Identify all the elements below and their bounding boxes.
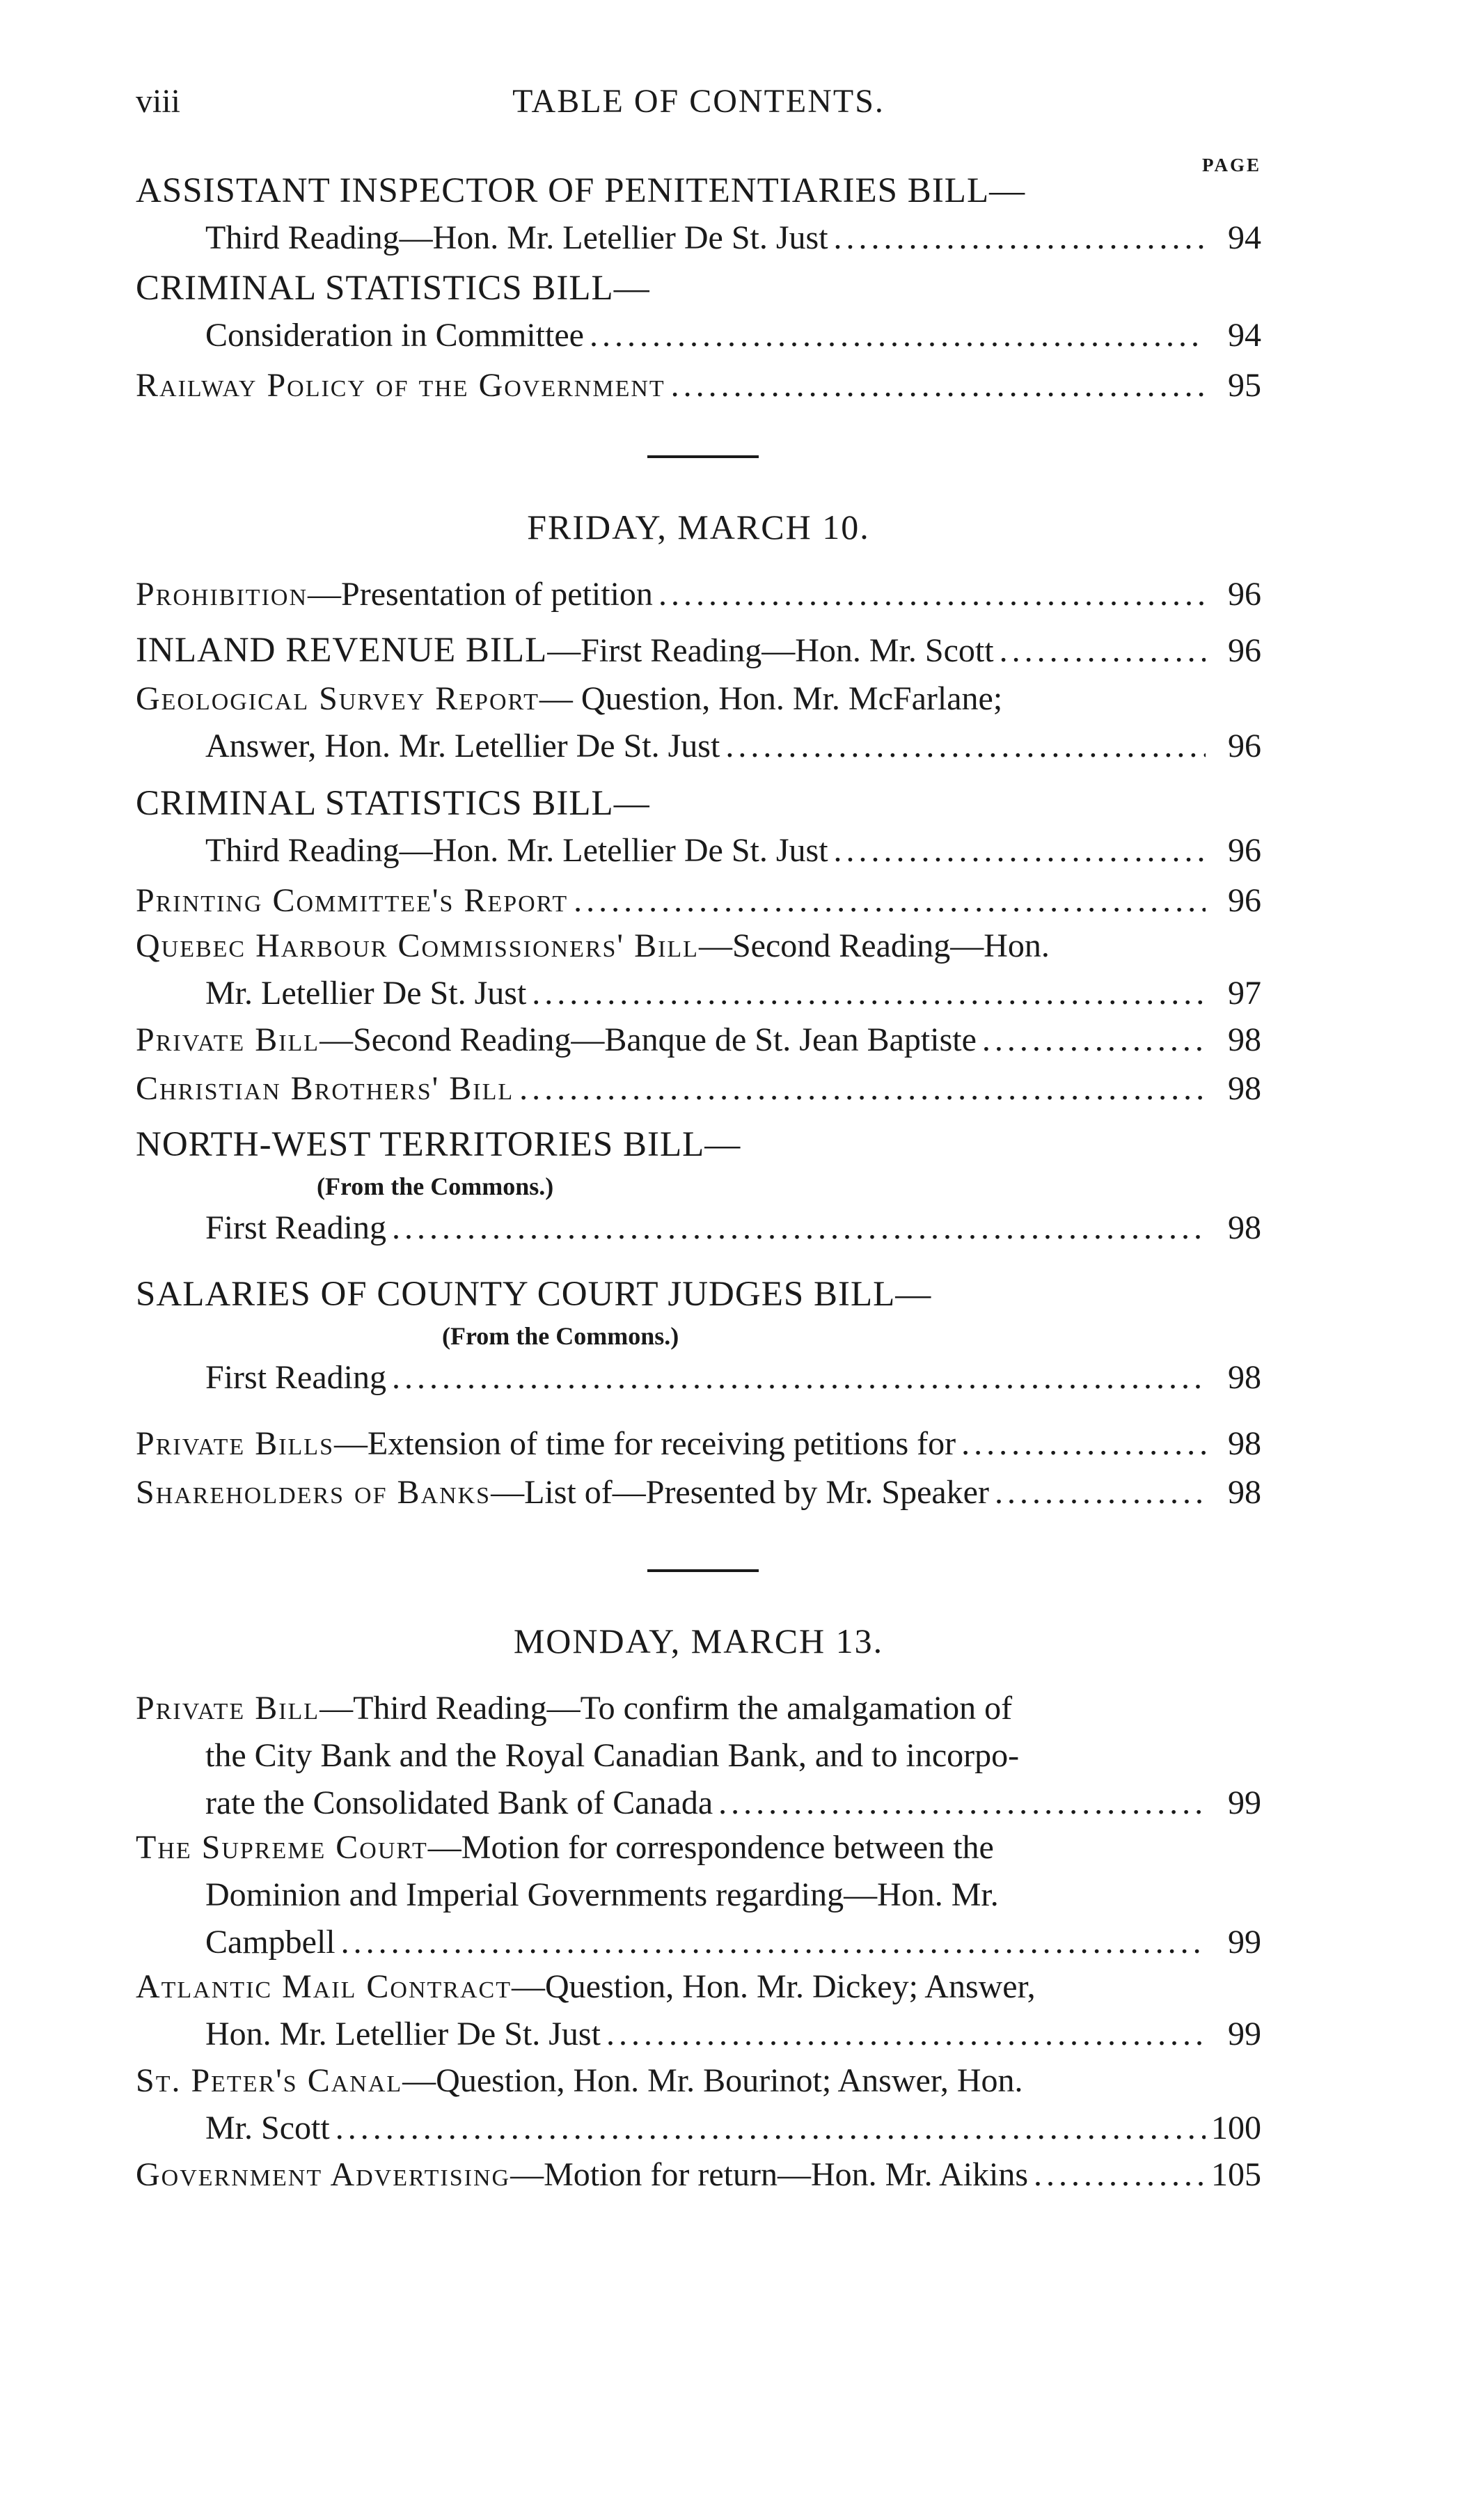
page-number: 105 bbox=[1211, 2156, 1261, 2193]
dot-leader bbox=[1000, 627, 1206, 675]
entry-title: St. Peter's Canal bbox=[136, 2062, 403, 2099]
toc-entry bbox=[136, 2057, 1261, 2152]
toc-entry bbox=[136, 1963, 1261, 2058]
entry-subtitle: First Reading bbox=[205, 1359, 386, 1396]
entry-subtitle: —Motion for correspondence between the bbox=[427, 1829, 994, 1866]
entry-title: Private Bill bbox=[136, 1690, 320, 1727]
dot-leader bbox=[995, 1469, 1206, 1516]
day-heading: FRIDAY, MARCH 10. bbox=[527, 508, 870, 547]
page-number: 95 bbox=[1228, 367, 1261, 404]
entry-subtitle: —Question, Hon. Mr. Dickey; Answer, bbox=[511, 1968, 1036, 2005]
page-number: 98 bbox=[1228, 1425, 1261, 1462]
page-number: 94 bbox=[1228, 219, 1261, 256]
toc-entry bbox=[136, 1824, 1261, 1966]
page-number: 97 bbox=[1228, 975, 1261, 1012]
dot-leader bbox=[1034, 2151, 1206, 2199]
entry-continuation: rate the Consolidated Bank of Canada bbox=[205, 1784, 713, 1821]
page-number: 98 bbox=[1228, 1021, 1261, 1058]
entry-subtitle: —List of—Presented by Mr. Speaker bbox=[491, 1474, 989, 1511]
toc-entry bbox=[136, 265, 1261, 359]
page-number: 96 bbox=[1228, 832, 1261, 869]
dot-leader bbox=[392, 1204, 1206, 1252]
entry-title: SALARIES OF COUNTY COURT JUDGES BILL— bbox=[136, 1275, 932, 1314]
page-number: 99 bbox=[1228, 1924, 1261, 1961]
entry-continuation: Mr. Letellier De St. Just bbox=[205, 975, 527, 1012]
dot-leader bbox=[519, 1065, 1206, 1113]
dot-leader bbox=[725, 723, 1206, 770]
toc-entry bbox=[136, 627, 1261, 674]
page-number: 99 bbox=[1228, 1784, 1261, 1821]
entry-title: ASSISTANT INSPECTOR OF PENITENTIARIES BILL— bbox=[136, 171, 1026, 210]
page-folio: viii bbox=[136, 83, 181, 120]
entry-subtitle: —Presentation of petition bbox=[308, 576, 653, 613]
entry-subtitle: — Question, Hon. Mr. McFarlane; bbox=[539, 680, 1003, 717]
entry-subtitle: —Question, Hon. Mr. Bourinot; Answer, Hon. bbox=[402, 2062, 1023, 2099]
entry-continuation: Dominion and Imperial Governments regarding—Hon. Mr. bbox=[205, 1876, 999, 1913]
dot-leader bbox=[606, 2011, 1206, 2058]
entry-title: Quebec Harbour Commissioners' Bill bbox=[136, 927, 699, 964]
page-number: 96 bbox=[1228, 728, 1261, 764]
entry-title: Railway Policy of the Government bbox=[136, 367, 665, 404]
entry-continuation: Hon. Mr. Letellier De St. Just bbox=[205, 2016, 601, 2052]
toc-entry bbox=[136, 1121, 1261, 1252]
page-number: 96 bbox=[1228, 576, 1261, 613]
toc-entry bbox=[136, 167, 1261, 262]
entry-subtitle: Consideration in Committee bbox=[205, 317, 584, 354]
dot-leader bbox=[392, 1354, 1206, 1401]
toc-entry bbox=[136, 2151, 1261, 2199]
entry-title: CRIMINAL STATISTICS BILL— bbox=[136, 784, 650, 823]
entry-title: Printing Committee's Report bbox=[136, 882, 569, 919]
dot-leader bbox=[982, 1016, 1206, 1064]
page-number: 100 bbox=[1211, 2110, 1261, 2146]
page-title: TABLE OF CONTENTS. bbox=[512, 83, 885, 120]
entry-continuation: Answer, Hon. Mr. Letellier De St. Just bbox=[205, 728, 720, 764]
dot-leader bbox=[341, 1919, 1206, 1966]
entry-title: Atlantic Mail Contract bbox=[136, 1968, 512, 2005]
page-number: 98 bbox=[1228, 1209, 1261, 1246]
entry-subtitle: Third Reading—Hon. Mr. Letellier De St. Just bbox=[205, 219, 828, 256]
page-number: 99 bbox=[1228, 2016, 1261, 2052]
dot-leader bbox=[574, 877, 1206, 925]
entry-subtitle: First Reading bbox=[205, 1209, 386, 1246]
dot-leader bbox=[658, 571, 1206, 618]
dot-leader bbox=[834, 214, 1206, 262]
entry-subtitle: —First Reading—Hon. Mr. Scott bbox=[547, 632, 994, 669]
toc-entry bbox=[136, 1016, 1261, 1064]
dot-leader bbox=[961, 1420, 1206, 1468]
toc-entry bbox=[136, 362, 1261, 409]
entry-continuation: Campbell bbox=[205, 1924, 336, 1961]
dot-leader bbox=[590, 312, 1206, 359]
entry-continuation: the City Bank and the Royal Canadian Bank, and to incorpo- bbox=[205, 1737, 1020, 1774]
toc-entry bbox=[136, 1420, 1261, 1468]
toc-entry bbox=[136, 571, 1261, 618]
dot-leader bbox=[718, 1780, 1206, 1827]
entry-title: CRIMINAL STATISTICS BILL— bbox=[136, 269, 650, 308]
toc-entry bbox=[136, 1469, 1261, 1516]
toc-entry bbox=[136, 922, 1261, 1017]
entry-title: Private Bills bbox=[136, 1425, 334, 1462]
dot-leader bbox=[671, 362, 1206, 409]
entry-subtitle: Third Reading—Hon. Mr. Letellier De St. Just bbox=[205, 832, 828, 869]
page-number: 96 bbox=[1228, 882, 1261, 919]
page-column-label: PAGE bbox=[1202, 155, 1261, 175]
toc-entry bbox=[136, 1065, 1261, 1113]
section-divider bbox=[647, 1569, 759, 1572]
entry-title: INLAND REVENUE BILL bbox=[136, 631, 548, 670]
toc-entry bbox=[136, 877, 1261, 925]
dot-leader bbox=[532, 970, 1206, 1017]
entry-source-note: (From the Commons.) bbox=[317, 1172, 554, 1200]
toc-entry bbox=[136, 1685, 1261, 1827]
entry-title: Geological Survey Report bbox=[136, 680, 539, 717]
page-number: 98 bbox=[1228, 1359, 1261, 1396]
toc-entry bbox=[136, 1271, 1261, 1401]
entry-subtitle: —Second Reading—Hon. bbox=[698, 927, 1050, 964]
page-number: 94 bbox=[1228, 317, 1261, 354]
entry-title: Prohibition bbox=[136, 576, 308, 613]
page-number: 96 bbox=[1228, 632, 1261, 669]
entry-continuation: Mr. Scott bbox=[205, 2110, 330, 2146]
toc-entry bbox=[136, 675, 1261, 770]
entry-title: NORTH-WEST TERRITORIES BILL— bbox=[136, 1125, 741, 1164]
toc-entry bbox=[136, 780, 1261, 874]
running-head bbox=[136, 82, 1261, 138]
page-number: 98 bbox=[1228, 1070, 1261, 1107]
day-heading: MONDAY, MARCH 13. bbox=[513, 1621, 884, 1660]
entry-title: Shareholders of Banks bbox=[136, 1474, 491, 1511]
entry-subtitle: —Second Reading—Banque de St. Jean Baptiste bbox=[319, 1021, 977, 1058]
entry-subtitle: —Extension of time for receiving petitions for bbox=[333, 1425, 956, 1462]
entry-source-note: (From the Commons.) bbox=[442, 1322, 679, 1350]
entry-title: Christian Brothers' Bill bbox=[136, 1070, 514, 1107]
entry-title: Government Advertising bbox=[136, 2156, 511, 2193]
entry-title: The Supreme Court bbox=[136, 1829, 428, 1866]
entry-subtitle: —Motion for return—Hon. Mr. Aikins bbox=[510, 2156, 1029, 2193]
entry-title: Private Bill bbox=[136, 1021, 320, 1058]
dot-leader bbox=[834, 827, 1206, 874]
dot-leader bbox=[336, 2105, 1206, 2152]
section-divider bbox=[647, 455, 759, 458]
entry-subtitle: —Third Reading—To confirm the amalgamation of bbox=[319, 1690, 1013, 1727]
page-number: 98 bbox=[1228, 1474, 1261, 1511]
